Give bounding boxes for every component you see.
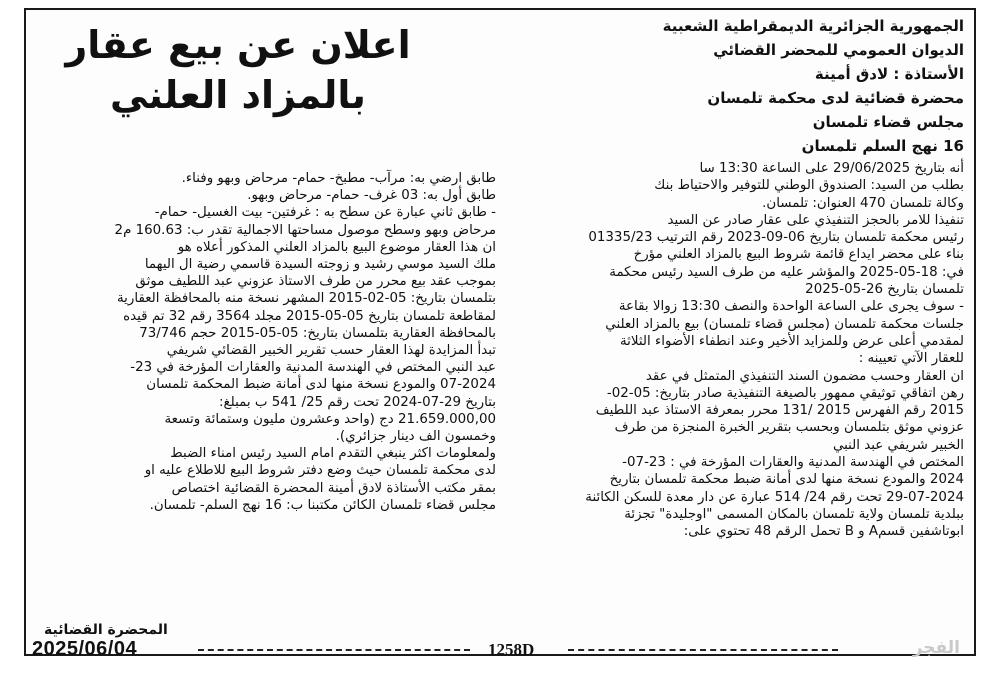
footer-bar (20, 636, 966, 660)
text-line: وخمسون الف دينار جزائري). (335, 429, 496, 445)
text-line: بموجب عقد بيع محرر من طرف الاستاذ عزوني عبد اللطيف موثق (135, 274, 496, 290)
publication-date: 2025/06/04 (32, 638, 138, 660)
text-line: بمقر مكتب الأستاذة لادق أمينة المحضرة القضائية اختصاص (171, 480, 496, 496)
text-line: بتاريخ 29-07-2024 تحت رقم 25/ 541 ب بمبلغ: (219, 394, 496, 410)
text-line: عزوني موثق بتلمسان وبحسب بتقرير الخبرة المنجزة من طرف (614, 420, 964, 436)
text-line: تبدأ المزايدة لهذا العقار حسب تقرير الخبير القضائي شريفي (166, 343, 496, 359)
header-line: الأستاذة : لادق أمينة (814, 65, 964, 83)
text-line: عبد النبي المختص في الهندسة المدنية والعقارات المؤرخة في 23- (130, 360, 496, 376)
header-line: محضرة قضائية لدى محكمة تلمسان (707, 89, 964, 107)
text-line: 29-07-2024 تحت رقم 24/ 514 عبارة عن دار معدة للسكن الكائنة (585, 489, 964, 505)
text-line: طابق ارضي به: مرآب- مطبخ- حمام- مرحاض وبهو وفناء. (181, 171, 496, 186)
header-line: 16 نهج السلم تلمسان (801, 137, 964, 155)
text-line: طابق أول به: 03 غرف- حمام- مرحاض وبهو. (247, 188, 496, 204)
text-line: لمقاطعة تلمسان بتاريخ 05-05-2015 مجلد 3564 رقم 32 تم قيده (123, 308, 496, 324)
text-line: تلمسان بتاريخ 26-05-2025 (805, 282, 964, 298)
newspaper-logo: الفجر (912, 638, 960, 658)
divider (198, 649, 470, 651)
signature-label: المحضرة القضائية (44, 622, 168, 638)
text-line: بناء على محضر ايداع قائمة شروط البيع بالمزاد العلني مؤرخ (633, 247, 964, 263)
text-line: ان هذا العقار موضوع البيع بالمزاد العلني المذكور أعلاه هو (177, 239, 496, 255)
reference-number: 1258D (488, 640, 535, 659)
right-column (522, 14, 964, 541)
divider (568, 649, 838, 651)
text-line: ملك السيد موسي رشيد و زوجته السيدة قاسمي رضية ال اليهما (144, 257, 496, 273)
text-line: - سوف يجرى على الساعة الواحدة والنصف 13:30 زوالا بقاعة (618, 299, 964, 315)
text-line: 21.659.000,00 دج (واحد وعشرون مليون وستمائة وتسعة (164, 411, 496, 427)
text-line: لدى محكمة تلمسان حيث وضع دفتر شروط البيع للاطلاع عليه او (144, 463, 496, 479)
text-line: ببلدية تلمسان ولاية تلمسان بالمكان المسمى "اوجليدة" تجزئة (624, 506, 964, 522)
text-line: رئيس محكمة تلمسان بتاريخ 06-09-2023 رقم الترتيب 01335/23 (588, 230, 964, 246)
header-line: مجلس قضاء تلمسان (812, 113, 964, 131)
header-line: الجمهورية الجزائرية الديمقراطية الشعبية (662, 17, 964, 35)
text-line: ولمعلومات اكثر ينبغي التقدم امام السيد رئيس امناء الضبط (170, 446, 496, 462)
announcement-title (42, 20, 434, 138)
issuer-header (522, 14, 964, 158)
text-line: الخبير شريفي عبد النبي (832, 437, 964, 453)
title-line-2: بالمزاد العلني (110, 73, 366, 117)
text-line: لمقدمي أعلى عرض وللمزايد الأخير وعند انطفاء الأضواء الثلاثة (619, 333, 964, 349)
right-body-text (522, 160, 964, 541)
text-line: 2015 رقم الفهرس 2015 /131 محرر بمعرفة الاستاذ عبد اللطيف (595, 403, 964, 419)
text-line: أنه بتاريخ 29/06/2025 على الساعة 13:30 سا (699, 161, 964, 176)
header-line: الديوان العمومي للمحضر القضائي (713, 41, 964, 59)
left-column (36, 170, 496, 514)
text-line: بالمحافظة العقارية بتلمسان بتاريخ: 05-05-2015 حجم 73/746 (139, 325, 496, 341)
announcement-frame (24, 8, 976, 656)
text-line: تنفيذا للامر بالحجز التنفيذي على عقار صادر عن السيد (667, 212, 964, 228)
text-line: رهن اتفاقي توثيقي ممهور بالصيغة التنفيذية صادر بتاريخ: 05-02- (606, 385, 964, 401)
text-line: المختص في الهندسة المدنية والعقارات المؤرخة في : 23-07- (622, 455, 964, 471)
text-line: - طابق ثاني عبارة عن سطح به : غرفتين- بيت الغسيل- حمام- (154, 205, 496, 221)
title-line-1: اعلان عن بيع عقار (65, 23, 411, 67)
text-line: ان العقار وحسب مضمون السند التنفيذي المتمثل في عقد (645, 368, 964, 384)
text-line: جلسات محكمة تلمسان (مجلس قضاء تلمسان) بيع بالمزاد العلني (605, 316, 964, 332)
text-line: مجلس قضاء تلمسان الكائن مكتبنا ب: 16 نهج السلم- تلمسان. (149, 497, 496, 513)
text-line: في: 18-05-2025 والمؤشر عليه من طرف السيد رئيس محكمة (609, 264, 964, 280)
text-line: 2024 والمودع نسخة منها لدى أمانة ضبط محكمة تلمسان بتاريخ (609, 472, 964, 488)
text-line: 07-2024 والمودع نسخة منها لدى أمانة ضبط المحكمة تلمسان (146, 377, 496, 393)
text-line: بتلمسان بتاريخ: 05-02-2015 المشهر نسخة منه بالمحافظة العقارية (117, 291, 496, 307)
text-line: للعقار الآتي تعيينه : (858, 351, 964, 367)
text-line: بطلب من السيد: الصندوق الوطني للتوفير والاحتياط بنك (654, 178, 964, 194)
text-line: مرحاض وبهو وسطح موصول مساحتها الاجمالية تقدر ب: 160.63 م2 (114, 222, 496, 238)
text-line: وكالة تلمسان 470 العنوان: تلمسان. (762, 195, 964, 211)
text-line: ابوتاشفين قسمA و B تحمل الرقم 48 تحتوي على: (683, 524, 964, 540)
